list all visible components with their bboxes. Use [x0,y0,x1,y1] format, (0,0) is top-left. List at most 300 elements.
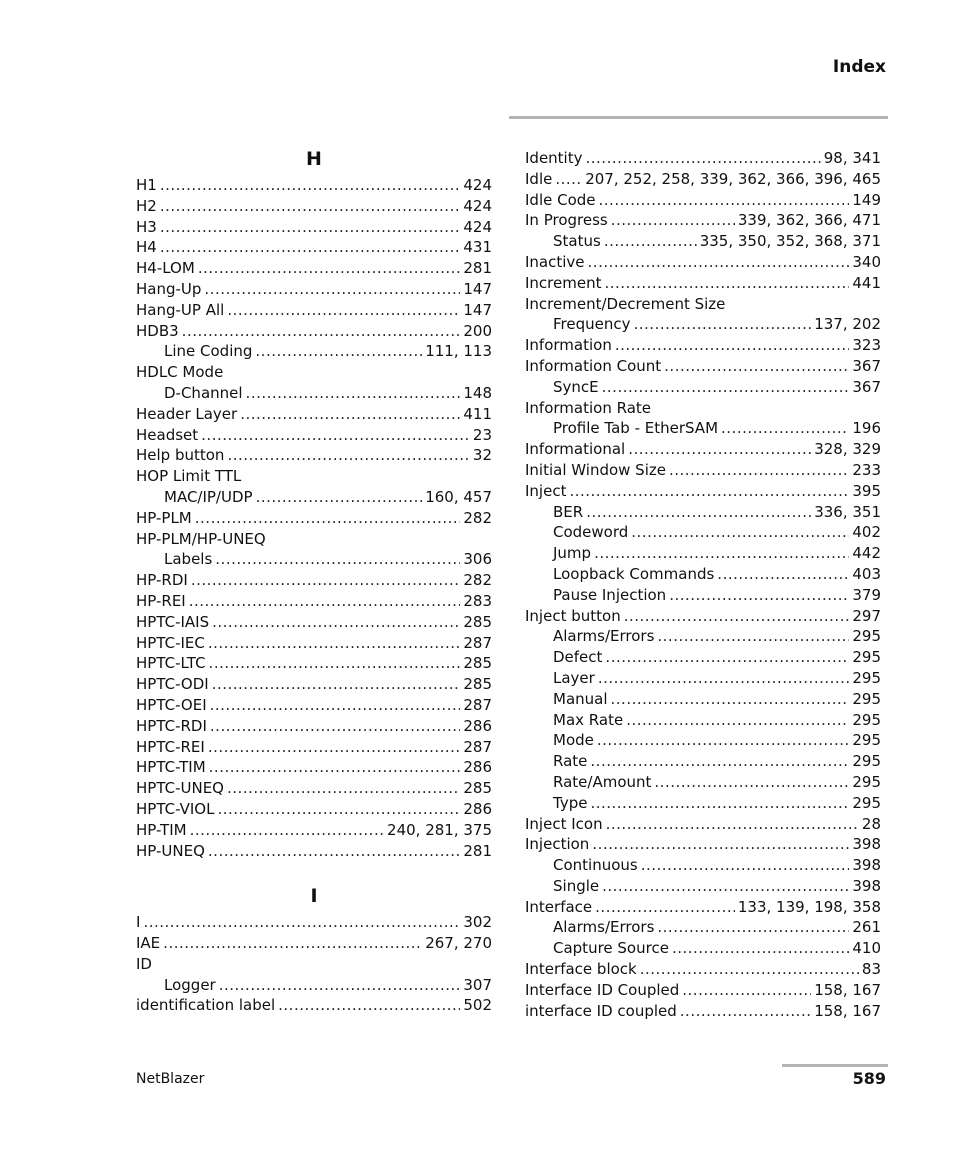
dot-leader [721,418,849,439]
index-entry [136,716,492,737]
index-page-refs: 282 [463,571,492,590]
index-page-refs: 424 [463,196,492,215]
index-page-refs: 367 [852,377,881,396]
index-term: HPTC-ODI [136,675,209,694]
index-term: H3 [136,217,157,236]
index-subentry [525,793,881,814]
dot-leader [163,933,422,954]
index-term: HPTC-IEC [136,633,205,652]
index-term: ID [136,954,152,973]
index-column-left [136,146,492,1016]
index-subentry [525,938,881,959]
index-term: Information Rate [525,398,651,417]
index-term: HP-UNEQ [136,841,205,860]
index-entry [525,398,881,419]
dot-leader [654,772,849,793]
index-entry [525,190,881,211]
index-page-refs: 267, 270 [425,934,492,953]
index-term: Hang-UP All [136,300,225,319]
index-page-refs: 336, 351 [814,502,881,521]
index-page-refs: 281 [463,259,492,278]
index-page-refs: 295 [852,627,881,646]
index-subentry [525,377,881,398]
index-term: HPTC-RDI [136,716,207,735]
index-term: Information [525,336,612,355]
index-page-refs: 28 [861,814,881,833]
index-page-refs: 282 [463,508,492,527]
index-entry [136,695,492,716]
index-entry [525,210,881,231]
index-subentry [525,751,881,772]
dot-leader [602,377,850,398]
index-subentry [525,772,881,793]
index-term: Profile Tab - EtherSAM [553,419,719,438]
index-term: Layer [553,668,595,687]
dot-leader [209,757,461,778]
index-term: Increment [525,273,602,292]
index-entry [136,175,492,196]
index-term: Mode [553,731,594,750]
index-entry [136,362,492,383]
dot-leader [641,855,850,876]
dot-leader [634,314,812,335]
index-term: I [136,913,141,932]
index-entry [525,148,881,169]
index-term: Injection [525,835,590,854]
index-term: Line Coding [164,342,253,361]
index-term: Frequency [553,315,631,334]
dot-leader [195,508,461,529]
dot-leader [592,834,849,855]
index-entry [136,321,492,342]
index-term: H2 [136,196,157,215]
index-subentry [525,689,881,710]
dot-leader [599,190,850,211]
index-page-refs: 200 [463,321,492,340]
index-subentry [525,730,881,751]
index-term: Alarms/Errors [553,918,655,937]
dot-leader [227,300,460,321]
index-term: Header Layer [136,404,238,423]
dot-leader [208,737,461,758]
index-term: HOP Limit TTL [136,467,242,486]
index-term: HP-RDI [136,571,188,590]
index-page-refs: 83 [861,960,881,979]
index-term: Interface ID Coupled [525,980,680,999]
index-page-refs: 295 [852,752,881,771]
index-page-refs: 411 [463,404,492,423]
index-page-refs: 285 [463,612,492,631]
index-term: Manual [553,689,608,708]
index-term: HP-PLM [136,508,192,527]
index-page-refs: 287 [463,737,492,756]
index-page-refs: 395 [852,481,881,500]
dot-leader [586,502,811,523]
dot-leader [240,404,460,425]
index-page-refs: 398 [852,876,881,895]
dot-leader [664,356,849,377]
dot-leader [606,814,859,835]
dot-leader [628,439,811,460]
index-subentry [525,418,881,439]
index-page-refs: 340 [852,252,881,271]
header-divider [509,116,888,119]
dot-leader [598,668,850,689]
dot-leader [217,799,460,820]
index-term: Inject button [525,606,621,625]
dot-leader [569,481,849,502]
index-entry [525,356,881,377]
index-page-refs: 287 [463,695,492,714]
index-page-refs: 328, 329 [814,440,881,459]
index-subentry [525,917,881,938]
dot-leader [190,820,384,841]
index-page-refs: 295 [852,648,881,667]
index-page-refs: 233 [852,460,881,479]
index-page-refs: 285 [463,675,492,694]
dot-leader [602,876,849,897]
index-entry [136,612,492,633]
index-subentry [525,314,881,335]
index-subentry [136,975,492,996]
index-entry [136,591,492,612]
index-page-refs: 23 [472,425,492,444]
dot-leader [597,730,849,751]
index-subentry [525,502,881,523]
index-subentry [525,522,881,543]
index-term: Rate/Amount [553,772,652,791]
index-subentry [136,383,492,404]
index-column-right [525,148,881,1021]
index-term: HPTC-OEI [136,695,207,714]
dot-leader [586,148,821,169]
index-entry [136,445,492,466]
index-page-refs: 285 [463,654,492,673]
index-entry [525,439,881,460]
index-term: HP-REI [136,591,186,610]
index-term: HPTC-IAIS [136,612,210,631]
index-term: Loopback Commands [553,564,715,583]
index-term: HP-TIM [136,820,187,839]
dot-leader [588,252,850,273]
index-term: Pause Injection [553,585,667,604]
footer-product-name: NetBlazer [136,1071,205,1087]
index-subentry [136,487,492,508]
index-entry [136,633,492,654]
index-page-refs: 367 [852,356,881,375]
index-term: H1 [136,176,157,194]
dot-leader [624,606,850,627]
dot-leader [657,626,849,647]
index-term: D-Channel [164,383,243,402]
index-term: HPTC-VIOL [136,799,215,818]
index-entry [136,279,492,300]
index-page-refs: 295 [852,710,881,729]
index-page-refs: 295 [852,689,881,708]
index-entry [136,570,492,591]
section-spacer [136,861,492,883]
index-term: Identity [525,149,583,167]
dot-leader [594,543,849,564]
dot-leader [160,237,461,258]
index-entry [525,460,881,481]
index-entry [136,820,492,841]
index-page-refs: 379 [852,585,881,604]
index-page-refs: 302 [463,913,492,932]
dot-leader [590,751,849,772]
index-term: Inject [525,481,567,500]
dot-leader [669,460,849,481]
dot-leader [198,258,461,279]
dot-leader [657,917,849,938]
index-page-refs: 402 [852,523,881,542]
index-term: Information Count [525,356,662,375]
index-page-refs: 297 [852,606,881,625]
index-entry [525,335,881,356]
index-term: Jump [553,544,592,563]
index-term: Codeword [553,523,629,542]
index-term: Initial Window Size [525,460,666,479]
dot-leader [209,653,461,674]
index-entry [136,196,492,217]
index-term: BER [553,502,584,521]
index-entry [136,466,492,487]
index-subentry [525,668,881,689]
index-subentry [525,626,881,647]
index-entry [136,995,492,1016]
index-page-refs: 287 [463,633,492,652]
index-subentry [525,710,881,731]
index-page-refs: 240, 281, 375 [387,820,492,839]
index-term: Defect [553,648,603,667]
index-term: Type [553,793,588,812]
index-page-refs: 158, 167 [814,980,881,999]
index-entry [136,954,492,975]
index-entry [136,799,492,820]
index-entry [525,481,881,502]
index-term: HPTC-LTC [136,654,206,673]
dot-leader [191,570,461,591]
index-term: Inactive [525,252,585,271]
index-subentry [525,585,881,606]
dot-leader [615,335,850,356]
index-page-refs: 323 [852,336,881,355]
index-subentry [525,564,881,585]
index-term: HP-PLM/HP-UNEQ [136,529,266,548]
index-page-refs: 403 [852,564,881,583]
index-page-refs: 286 [463,758,492,777]
index-page-refs: 160, 457 [425,487,492,506]
index-term: Informational [525,440,626,459]
index-entry [525,294,881,315]
dot-leader [595,897,735,918]
index-entry [525,252,881,273]
index-entry [136,933,492,954]
index-page-refs: 339, 362, 366, 471 [737,211,881,230]
dot-leader [160,175,461,196]
index-entry [136,404,492,425]
index-subentry [136,549,492,570]
index-entry [525,1001,881,1022]
index-page-refs: 307 [463,975,492,994]
index-entry [136,778,492,799]
index-term: H4-LOM [136,259,195,278]
index-page-refs: 111, 113 [425,342,492,361]
index-entry [525,897,881,918]
index-page-refs: 306 [463,550,492,569]
index-page-refs: 149 [852,190,881,209]
dot-leader [590,793,849,814]
dot-leader [680,1001,811,1022]
index-term: interface ID coupled [525,1001,677,1020]
index-term: Interface [525,897,593,916]
page-number: 589 [852,1069,886,1088]
dot-leader [611,210,735,231]
dot-leader [212,674,461,695]
index-page-refs: 398 [852,856,881,875]
index-subentry [525,647,881,668]
index-page-refs: 32 [472,446,492,465]
dot-leader [555,169,582,190]
index-term: Single [553,876,600,895]
index-entry [525,980,881,1001]
index-page-refs: 295 [852,668,881,687]
index-entry [136,425,492,446]
dot-leader [201,425,470,446]
index-subentry [525,543,881,564]
index-term: Hang-Up [136,279,202,298]
index-subentry [525,876,881,897]
dot-leader [204,279,460,300]
dot-leader [143,912,460,933]
dot-leader [210,716,460,737]
footer-divider [782,1064,888,1067]
index-term: Labels [164,550,213,569]
dot-leader [189,591,461,612]
dot-leader [672,938,849,959]
index-entry [525,834,881,855]
dot-leader [640,959,859,980]
index-term: identification label [136,996,276,1015]
index-entry [136,912,492,933]
index-page-refs: 147 [463,279,492,298]
index-term: Idle [525,169,553,188]
dot-leader [227,778,460,799]
index-page-refs: 424 [463,217,492,236]
index-term: MAC/IP/UDP [164,487,253,506]
index-term: HDLC Mode [136,363,224,382]
index-entry [136,237,492,258]
index-term: Continuous [553,856,638,875]
index-term: Headset [136,425,199,444]
dot-leader [160,217,461,238]
dot-leader [255,341,422,362]
index-entry [525,959,881,980]
index-page-refs: 441 [852,273,881,292]
index-term: SyncE [553,377,599,396]
index-subentry [525,855,881,876]
index-page-refs: 410 [852,939,881,958]
index-entry [525,273,881,294]
index-term: Inject Icon [525,814,603,833]
dot-leader [219,975,461,996]
index-term: Increment/Decrement Size [525,294,726,313]
dot-leader [208,841,460,862]
index-page-refs: 133, 139, 198, 358 [737,897,881,916]
dot-leader [208,633,460,654]
index-page-refs: 295 [852,793,881,812]
page-header-title: Index [832,57,886,77]
index-term: Capture Source [553,939,669,958]
dot-leader [246,383,461,404]
index-entry [136,300,492,321]
index-entry [525,169,881,190]
index-page-refs: 398 [852,835,881,854]
index-page-refs: 286 [463,716,492,735]
index-entry [136,737,492,758]
dot-leader [227,445,469,466]
dot-leader [215,549,460,570]
index-page-refs: 295 [852,731,881,750]
index-page-refs: 431 [463,238,492,257]
dot-leader [212,612,460,633]
index-term: Rate [553,752,588,771]
index-page-refs: 285 [463,779,492,798]
index-entry [136,757,492,778]
dot-leader [256,487,423,508]
index-page-refs: 261 [852,918,881,937]
index-term: Logger [164,975,216,994]
index-term: HPTC-UNEQ [136,779,224,798]
dot-leader [669,585,849,606]
dot-leader [604,273,849,294]
index-page-refs: 207, 252, 258, 339, 362, 366, 396, 465 [585,169,881,188]
index-term: HDB3 [136,321,179,340]
index-subentry [525,231,881,252]
index-entry [136,674,492,695]
dot-leader [605,647,849,668]
dot-leader [611,689,850,710]
index-page-refs: 281 [463,841,492,860]
section-letter-heading: H [306,148,322,170]
index-entry [136,653,492,674]
dot-leader [604,231,697,252]
dot-leader [626,710,849,731]
index-entry [525,814,881,835]
index-subentry [136,341,492,362]
index-term: IAE [136,934,161,953]
index-page-refs: 148 [463,383,492,402]
index-page-refs: 424 [463,176,492,194]
index-page-refs: 502 [463,996,492,1015]
dot-leader [210,695,461,716]
index-term: Help button [136,446,225,465]
index-entry [525,606,881,627]
index-entry [136,529,492,550]
index-page-refs: 335, 350, 352, 368, 371 [699,232,881,251]
dot-leader [717,564,849,585]
index-term: HPTC-REI [136,737,205,756]
index-page-refs: 137, 202 [814,315,881,334]
index-term: Status [553,232,601,251]
index-term: H4 [136,238,157,257]
index-entry [136,217,492,238]
index-page-refs: 295 [852,772,881,791]
index-page-refs: 147 [463,300,492,319]
index-term: In Progress [525,211,608,230]
index-page-refs: 286 [463,799,492,818]
index-page-refs: 158, 167 [814,1001,881,1020]
